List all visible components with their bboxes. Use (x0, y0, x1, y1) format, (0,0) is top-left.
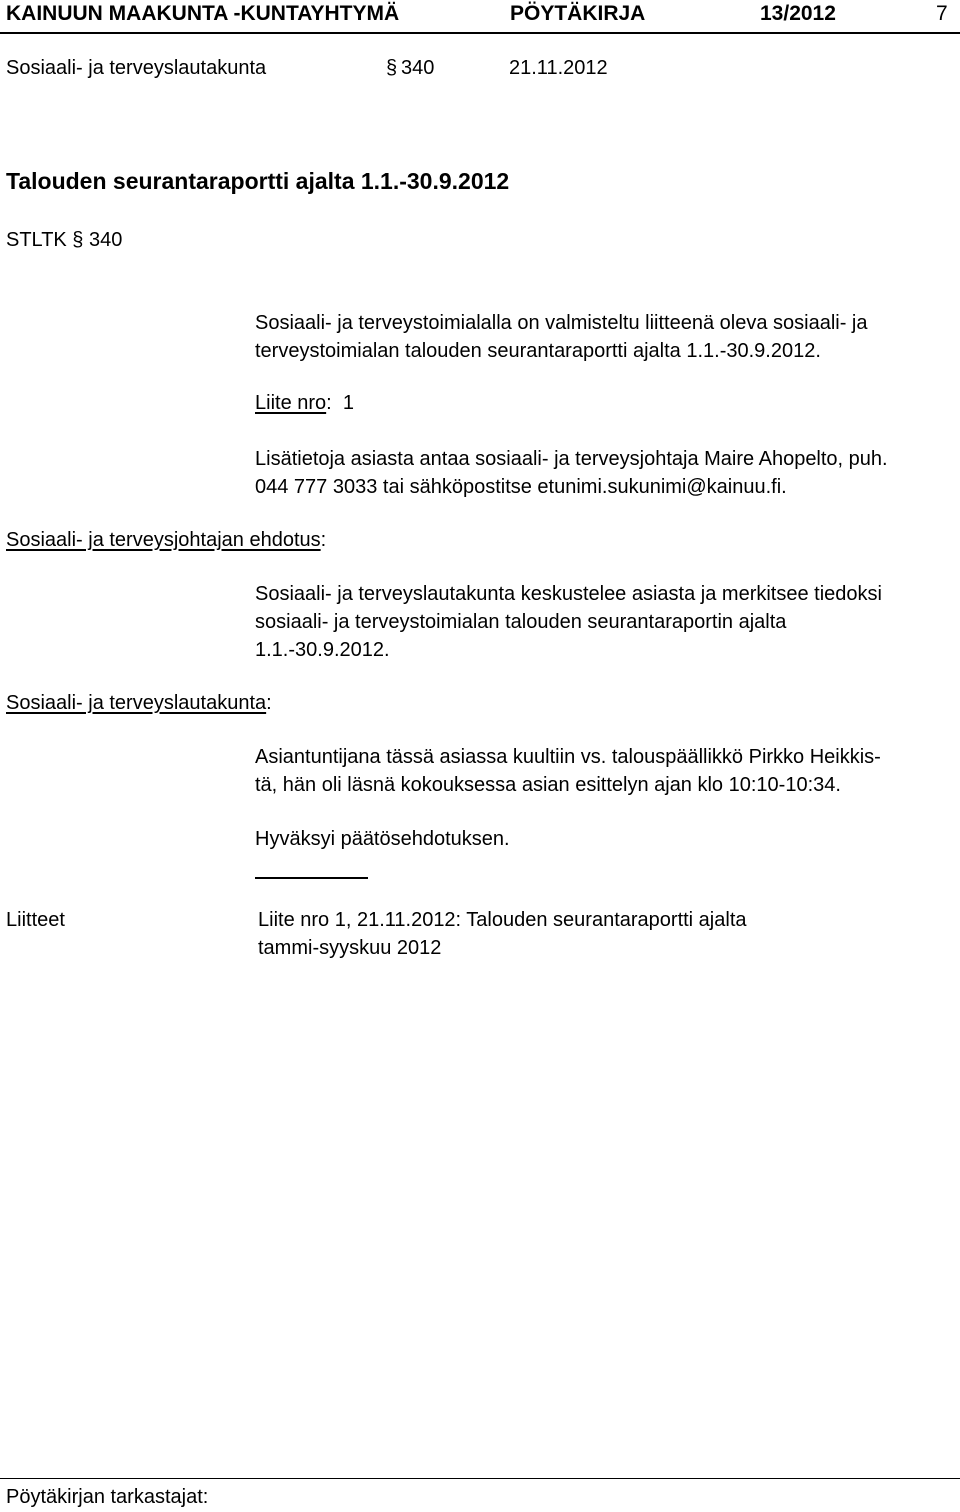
page-title: Talouden seurantaraportti ajalta 1.1.-30.9.2012 (6, 168, 510, 194)
intro-line: terveystoimialan talouden seurantaraportti ajalta 1.1.-30.9.2012. (255, 340, 821, 362)
proposal-heading (6, 526, 326, 554)
attachments-label: Liitteet (6, 909, 65, 931)
page-number: 7 (936, 2, 948, 25)
case-reference-symbol: STLTK § (6, 229, 84, 251)
expert-line: Asiantuntijana tässä asiassa kuultiin vs. talouspäällikkö Pirkko Heikkis- (255, 746, 881, 768)
decision-colon: : (266, 692, 272, 714)
info-line: Lisätietoja asiasta antaa sosiaali- ja terveysjohtaja Maire Ahopelto, puh. (255, 448, 888, 470)
decision-label: Sosiaali- ja terveyslautakunta (6, 692, 267, 714)
meeting-date: 21.11.2012 (509, 57, 608, 79)
proposal-colon: : (320, 529, 327, 551)
case-reference-number: 340 (89, 229, 123, 251)
intro-paragraph (255, 309, 868, 365)
intro-line: Sosiaali- ja terveystoimialalla on valmisteltu liitteenä oleva sosiaali- ja (255, 312, 868, 334)
decision-end-rule (255, 877, 368, 879)
decision-heading (6, 689, 272, 717)
attachment-line: Liite nro 1, 21.11.2012: Talouden seurantaraportti ajalta (258, 909, 747, 931)
attachments-list (258, 906, 747, 962)
document-type: PÖYTÄKIRJA (510, 2, 646, 25)
section-symbol: § (386, 57, 398, 79)
proposal-paragraph (255, 580, 882, 664)
proposal-line: sosiaali- ja terveystoimialan talouden seurantaraportin ajalta (255, 611, 787, 633)
section-number: 340 (401, 57, 435, 79)
attachment-label: Liite nro (255, 392, 327, 414)
organization-name: KAINUUN MAAKUNTA -KUNTAYHTYMÄ (6, 2, 400, 25)
attachment-colon: : (326, 392, 332, 414)
footer-divider (0, 1478, 960, 1479)
proposal-label: Sosiaali- ja terveysjohtajan ehdotus (6, 529, 321, 551)
attachment-number: 1 (342, 392, 354, 414)
case-reference (6, 226, 122, 254)
info-line: 044 777 3033 tai sähköpostitse etunimi.sukunimi@kainuu.fi. (255, 476, 787, 498)
committee-name: Sosiaali- ja terveyslautakunta (6, 57, 267, 79)
decision-approved: Hyväksyi päätösehdotuksen. (255, 828, 510, 850)
expert-paragraph (255, 743, 881, 799)
minutes-checkers-label: Pöytäkirjan tarkastajat: (6, 1486, 209, 1508)
expert-line: tä, hän oli läsnä kokouksessa asian esittelyn ajan klo 10:10-10:34. (255, 774, 841, 796)
document-number: 13/2012 (760, 2, 836, 25)
info-paragraph (255, 445, 888, 501)
attachment-reference (255, 389, 354, 417)
attachment-line: tammi-syyskuu 2012 (258, 937, 442, 959)
proposal-line: Sosiaali- ja terveyslautakunta keskustelee asiasta ja merkitsee tiedoksi (255, 583, 882, 605)
proposal-line: 1.1.-30.9.2012. (255, 639, 390, 661)
header-divider (0, 32, 960, 34)
